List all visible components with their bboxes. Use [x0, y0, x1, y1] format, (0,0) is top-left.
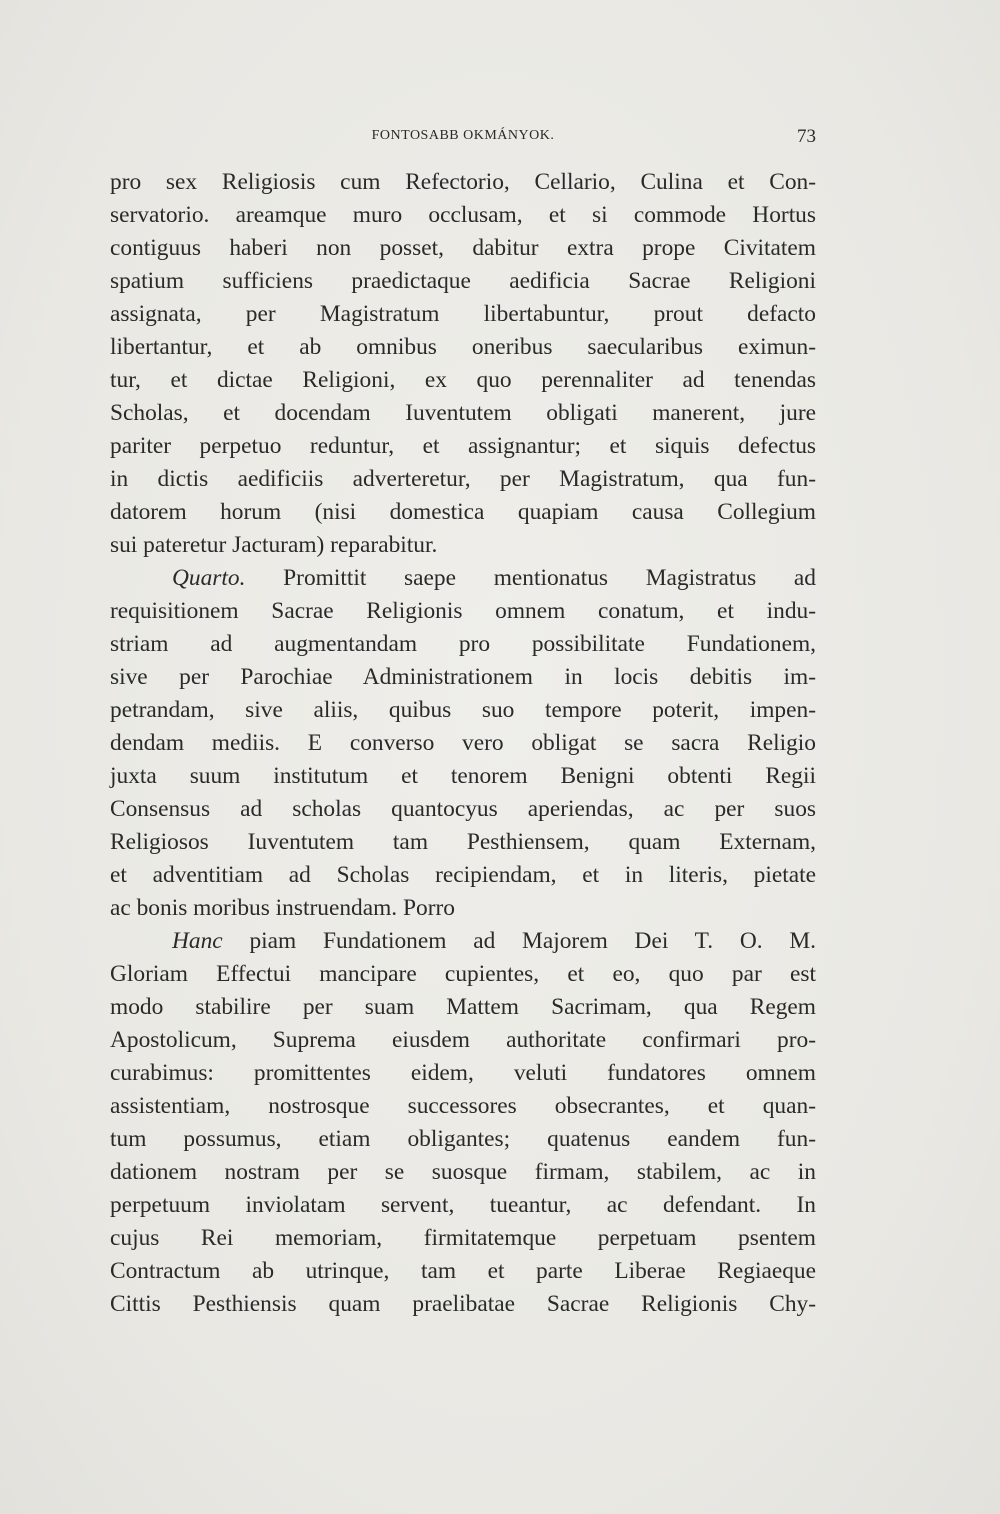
text-line: ac bonis moribus instruendam. Porro [110, 895, 455, 921]
text-line: et adventitiam ad Scholas recipiendam, et in literis, pietate [110, 862, 816, 888]
text-line: dendam mediis. E converso vero obligat se sacra Religio [110, 730, 816, 756]
text-line: juxta suum institutum et tenorem Benigni obtenti Regii [110, 763, 816, 789]
text-line: sui pateretur Jacturam) reparabitur. [110, 532, 438, 558]
text-line-paragraph-start: Quarto. Promittit saepe mentionatus Magistratus ad [172, 565, 816, 591]
text-line: requisitionem Sacrae Religionis omnem conatum, et indu- [110, 598, 816, 624]
text-line: Apostolicum, Suprema eiusdem authoritate confirmari pro- [110, 1027, 816, 1053]
running-title: FONTOSABB OKMÁNYOK. [371, 128, 555, 143]
text-line: striam ad augmentandam pro possibilitate Fundationem, [110, 631, 816, 657]
text-line: pariter perpetuo reduntur, et assignantur; et siquis defectus [110, 433, 816, 459]
text-line: modo stabilire per suam Mattem Sacrimam, qua Regem [110, 994, 816, 1020]
text-line: cujus Rei memoriam, firmitatemque perpetuam psentem [110, 1225, 816, 1251]
italic-lead-word: Quarto. [172, 565, 246, 591]
text-line: Religiosos Iuventutem tam Pesthiensem, quam Externam, [110, 829, 816, 855]
text-line: spatium sufficiens praedictaque aedificia Sacrae Religioni [110, 268, 816, 294]
body-text [110, 166, 816, 1321]
text-line: contiguus haberi non posset, dabitur extra prope Civitatem [110, 235, 816, 261]
italic-lead-word: Hanc [172, 928, 223, 954]
text-line: assistentiam, nostrosque successores obsecrantes, et quan- [110, 1093, 816, 1119]
text-line: curabimus: promittentes eidem, veluti fundatores omnem [110, 1060, 816, 1086]
text-line-paragraph-start: Hanc piam Fundationem ad Majorem Dei T. O. M. [172, 928, 816, 954]
text-line: assignata, per Magistratum libertabuntur, prout defacto [110, 301, 816, 327]
text-line: Gloriam Effectui mancipare cupientes, et eo, quo par est [110, 961, 816, 987]
text-line: Consensus ad scholas quantocyus aperiendas, ac per suos [110, 796, 816, 822]
text-line: perpetuum inviolatam servent, tueantur, ac defendant. In [110, 1192, 816, 1218]
text-line: servatorio. areamque muro occlusam, et si commode Hortus [110, 202, 816, 228]
text-line: Scholas, et docendam Iuventutem obligati manerent, jure [110, 400, 816, 426]
text-line: pro sex Religiosis cum Refectorio, Cellario, Culina et Con- [110, 169, 816, 195]
running-head [110, 128, 816, 152]
text-line: Contractum ab utrinque, tam et parte Liberae Regiaeque [110, 1258, 816, 1284]
text-line: tur, et dictae Religioni, ex quo perennaliter ad tenendas [110, 367, 816, 393]
text-line: sive per Parochiae Administrationem in locis debitis im- [110, 664, 816, 690]
text-line: in dictis aedificiis adverteretur, per Magistratum, qua fun- [110, 466, 816, 492]
text-line: dationem nostram per se suosque firmam, stabilem, ac in [110, 1159, 816, 1185]
text-line: petrandam, sive aliis, quibus suo tempore poterit, impen- [110, 697, 816, 723]
text-line: tum possumus, etiam obligantes; quatenus eandem fun- [110, 1126, 816, 1152]
page-number: 73 [797, 126, 816, 147]
text-line: Cittis Pesthiensis quam praelibatae Sacrae Religionis Chy- [110, 1291, 816, 1317]
text-line: datorem horum (nisi domestica quapiam causa Collegium [110, 499, 816, 525]
text-line: libertantur, et ab omnibus oneribus saecularibus eximun- [110, 334, 816, 360]
